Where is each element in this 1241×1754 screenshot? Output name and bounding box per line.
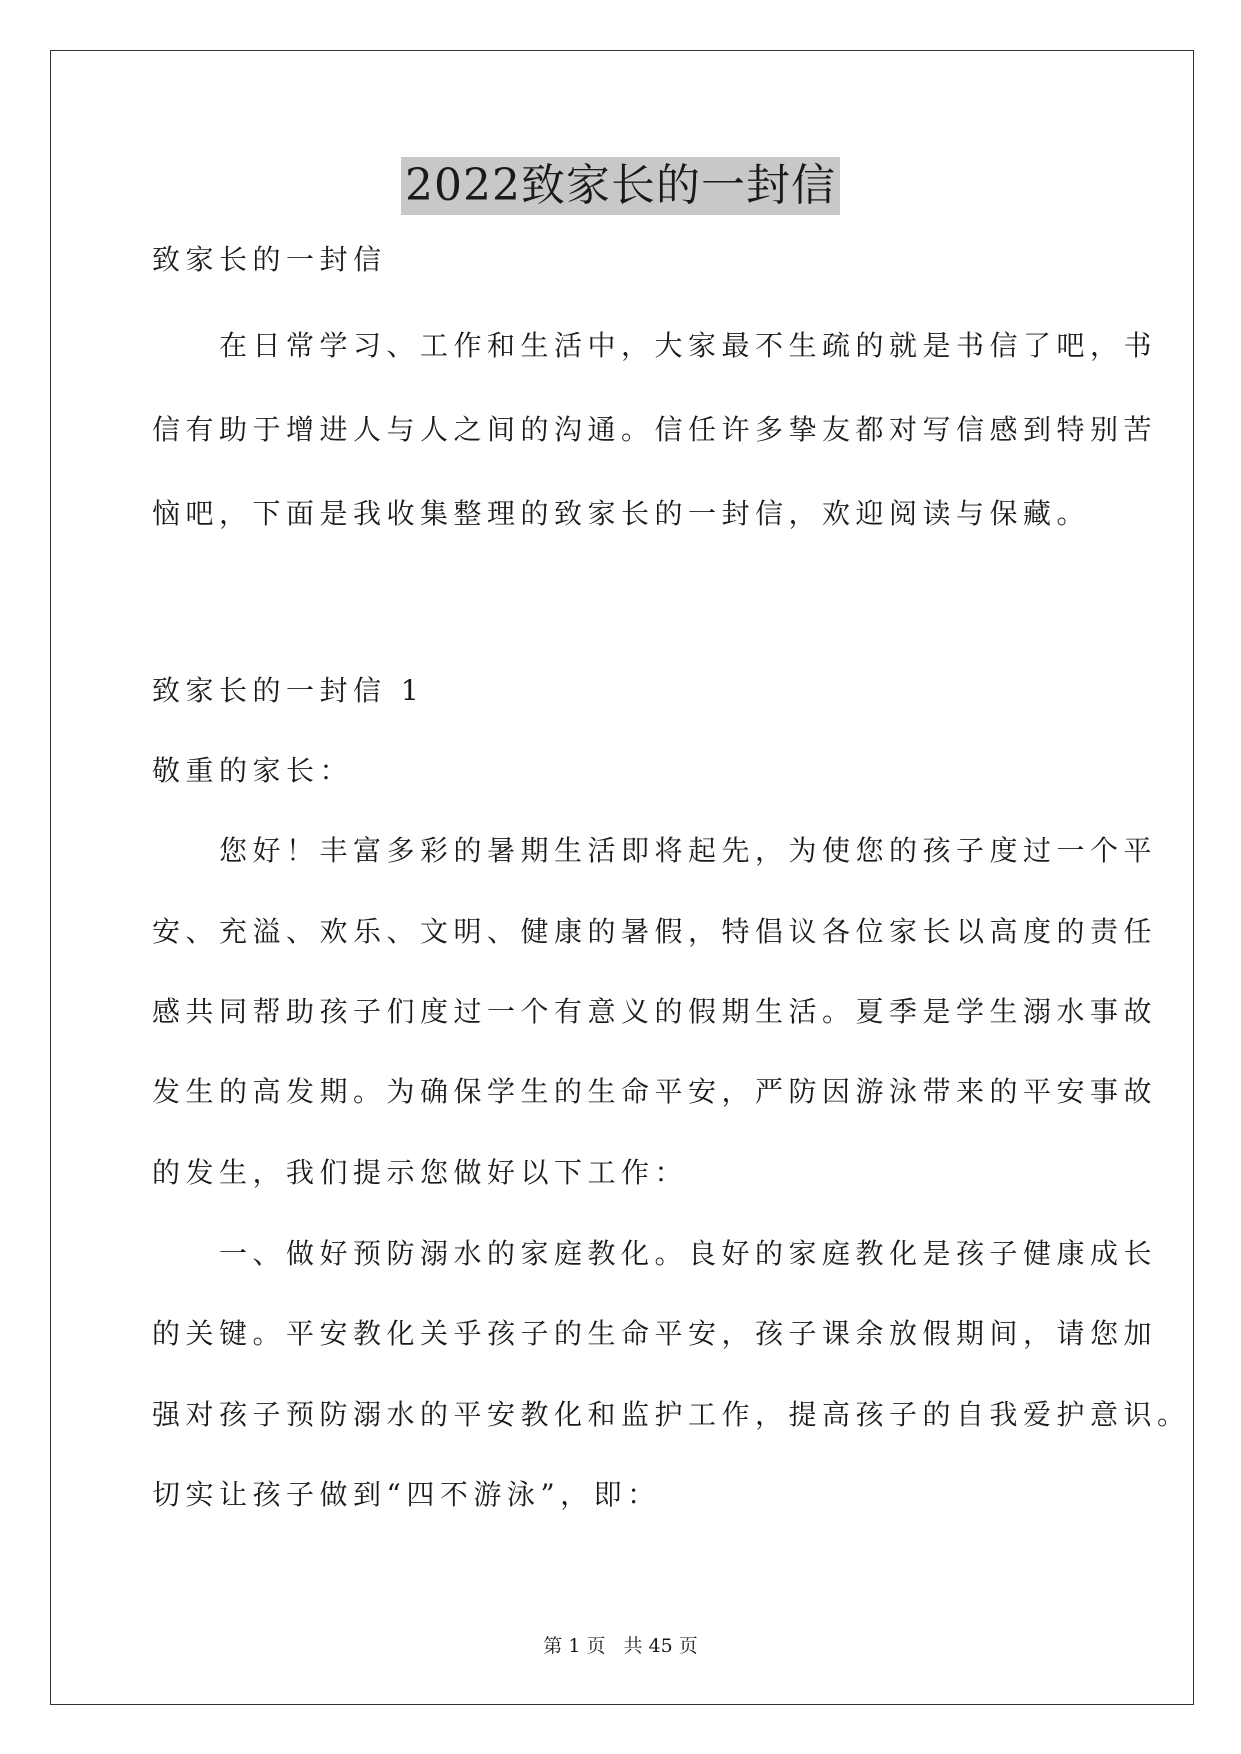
paragraph-line: 一、做好预防溺水的家庭教化。良好的家庭教化是孩子健康成长	[152, 1237, 1158, 1270]
paragraph-line: 发生的高发期。为确保学生的生命平安，严防因游泳带来的平安事故	[152, 1075, 1158, 1108]
paragraph-line: 感共同帮助孩子们度过一个有意义的假期生活。夏季是学生溺水事故	[152, 995, 1158, 1028]
section-heading: 致家长的一封信 1	[152, 674, 425, 707]
paragraph-line: 强对孩子预防溺水的平安教化和监护工作，提高孩子的自我爱护意识。	[152, 1398, 1191, 1431]
paragraph-line: 恼吧，下面是我收集整理的致家长的一封信，欢迎阅读与保藏。	[152, 497, 1091, 530]
paragraph-line: 信有助于增进人与人之间的沟通。信任许多挚友都对写信感到特别苦	[152, 413, 1158, 446]
document-title-text: 2022致家长的一封信	[401, 157, 840, 215]
page-border	[50, 50, 1194, 1705]
paragraph-line: 安、充溢、欢乐、文明、健康的暑假，特倡议各位家长以高度的责任	[152, 915, 1158, 948]
page-total: 共 45 页	[623, 1635, 698, 1657]
document-title	[0, 157, 1241, 218]
page-number: 第 1 页	[543, 1635, 606, 1657]
salutation: 敬重的家长：	[152, 754, 354, 787]
paragraph-line: 您好！丰富多彩的暑期生活即将起先，为使您的孩子度过一个平	[152, 834, 1158, 867]
paragraph-line: 在日常学习、工作和生活中，大家最不生疏的就是书信了吧，书	[152, 329, 1158, 362]
paragraph-line: 切实让孩子做到“四不游泳”，即：	[152, 1478, 661, 1511]
page-footer	[0, 1633, 1241, 1659]
paragraph-line: 的发生，我们提示您做好以下工作：	[152, 1156, 689, 1189]
intro-heading: 致家长的一封信	[152, 243, 387, 276]
paragraph-line: 的关键。平安教化关乎孩子的生命平安，孩子课余放假期间，请您加	[152, 1317, 1158, 1350]
